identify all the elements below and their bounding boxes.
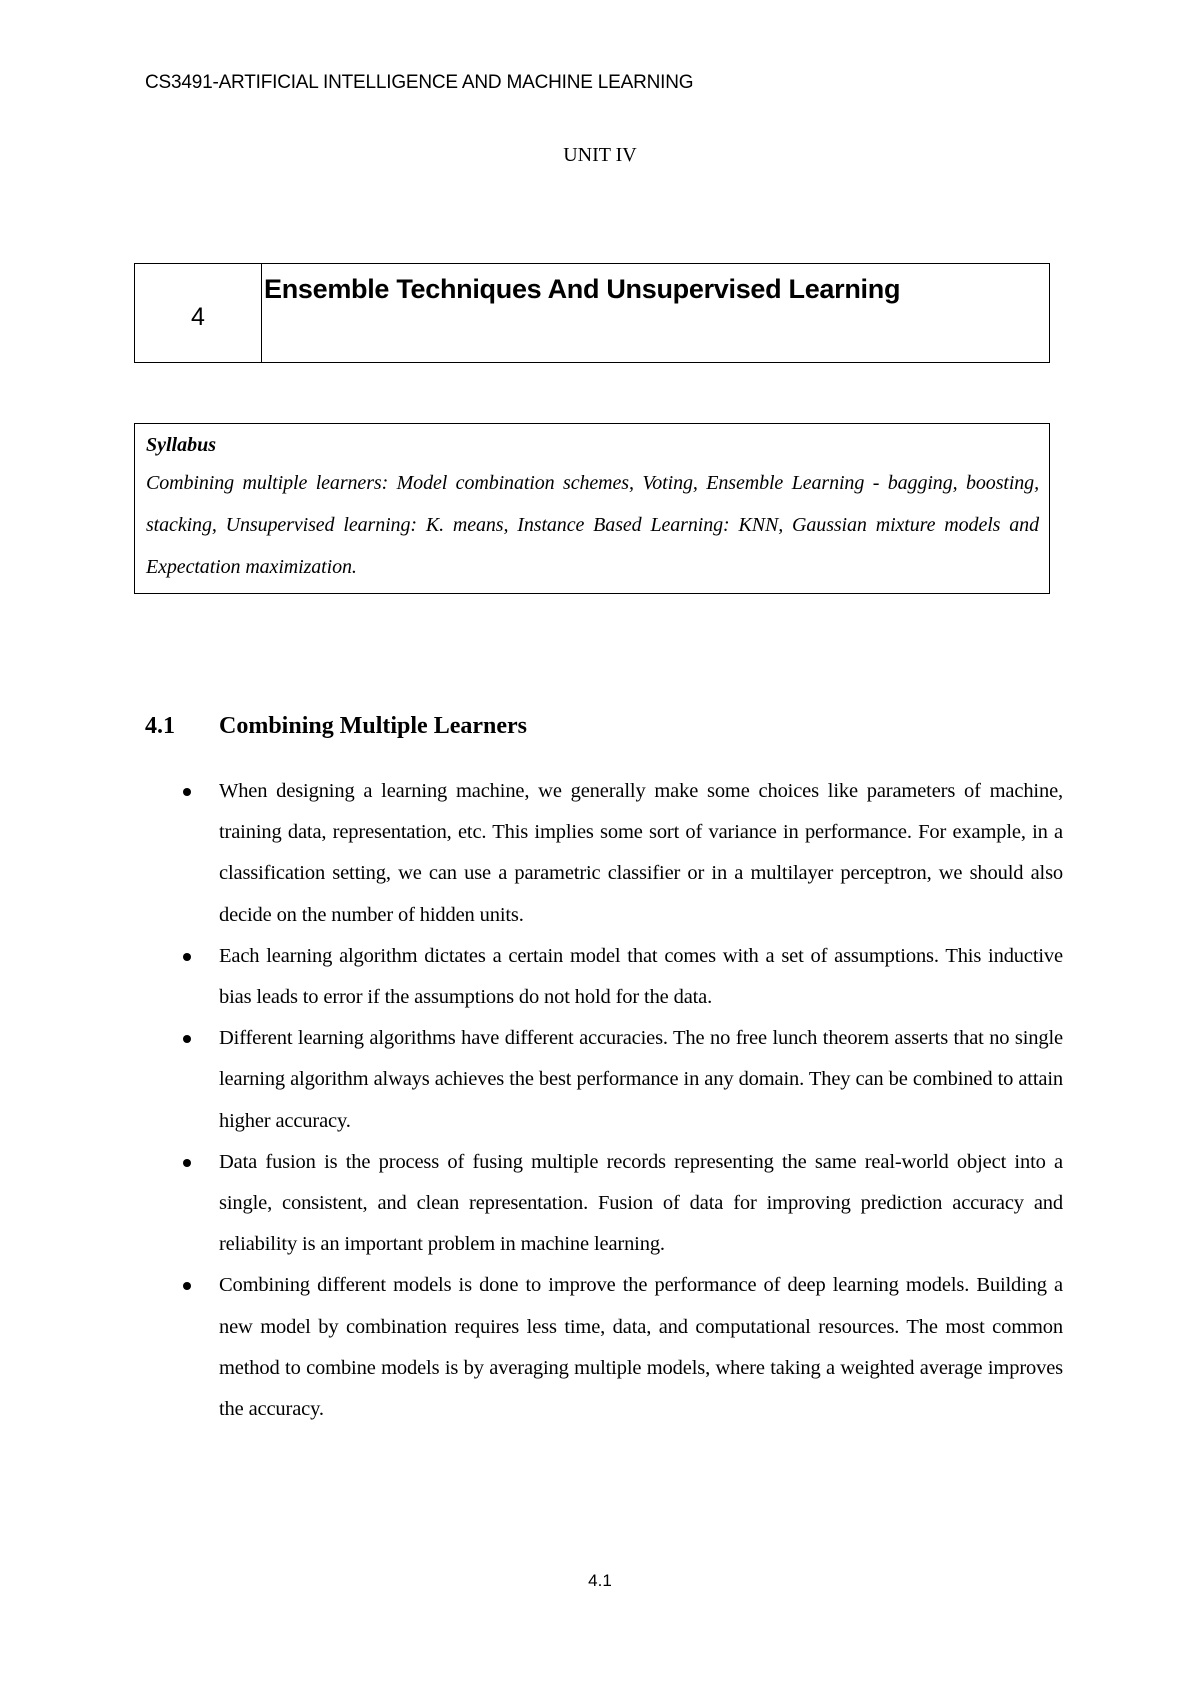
syllabus-text: Combining multiple learners: Model combination schemes, Voting, Ensemble Learning - bagging, boosting, stacking, Unsupervised learning: K. means, Instance Based Learning: KNN, Gaussian mixture models and Expectation maximization. [146, 472, 1039, 578]
bullet-text: Data fusion is the process of fusing multiple records representing the same real-world object into a single, consistent, and clean representation. Fusion of data for improving prediction accuracy and reliability is an important problem in machine learning. [219, 1150, 1063, 1256]
section-heading [145, 713, 527, 740]
chapter-title: Ensemble Techniques And Unsupervised Learning [264, 274, 901, 304]
section-title: Combining Multiple Learners [219, 713, 528, 739]
unit-label: UNIT IV [563, 144, 637, 166]
bullet-dot-icon [183, 1159, 191, 1167]
chapter-title-box [134, 263, 1050, 363]
bullet-text: Each learning algorithm dictates a certain model that comes with a set of assumptions. This inductive bias leads to error if the assumptions do not hold for the data. [219, 944, 1063, 1009]
bullet-dot-icon [183, 1282, 191, 1290]
chapter-number: 4 [135, 264, 262, 362]
bullet-dot-icon [183, 953, 191, 961]
bullet-item [145, 1018, 1063, 1142]
bullet-item [145, 936, 1063, 1018]
bullet-dot-icon [183, 788, 191, 796]
page-header: CS3491-ARTIFICIAL INTELLIGENCE AND MACHINE LEARNING [145, 72, 694, 93]
bullet-dot-icon [183, 1035, 191, 1043]
syllabus-box [134, 423, 1050, 594]
bullet-text: Combining different models is done to improve the performance of deep learning models. Building a new model by combination requires less time, data, and computational resources. The most common method to combine models is by averaging multiple models, where taking a weighted average improves the accuracy. [219, 1274, 1063, 1421]
bullet-item [145, 1142, 1063, 1266]
bullet-item [145, 1265, 1063, 1430]
bullet-text: Different learning algorithms have different accuracies. The no free lunch theorem asserts that no single learning algorithm always achieves the best performance in any domain. They can be combined to attain higher accuracy. [219, 1027, 1063, 1132]
bullet-text: When designing a learning machine, we generally make some choices like parameters of machine, training data, representation, etc. This implies some sort of variance in performance. For example, in a classification setting, we can use a parametric classifier or in a multilayer perceptron, we should also decide on the number of hidden units. [219, 780, 1063, 926]
section-number: 4.1 [145, 713, 175, 739]
syllabus-title: Syllabus [146, 434, 217, 456]
page-number: 4.1 [588, 1571, 612, 1590]
bullet-list [145, 771, 1063, 1430]
bullet-item [145, 771, 1063, 936]
